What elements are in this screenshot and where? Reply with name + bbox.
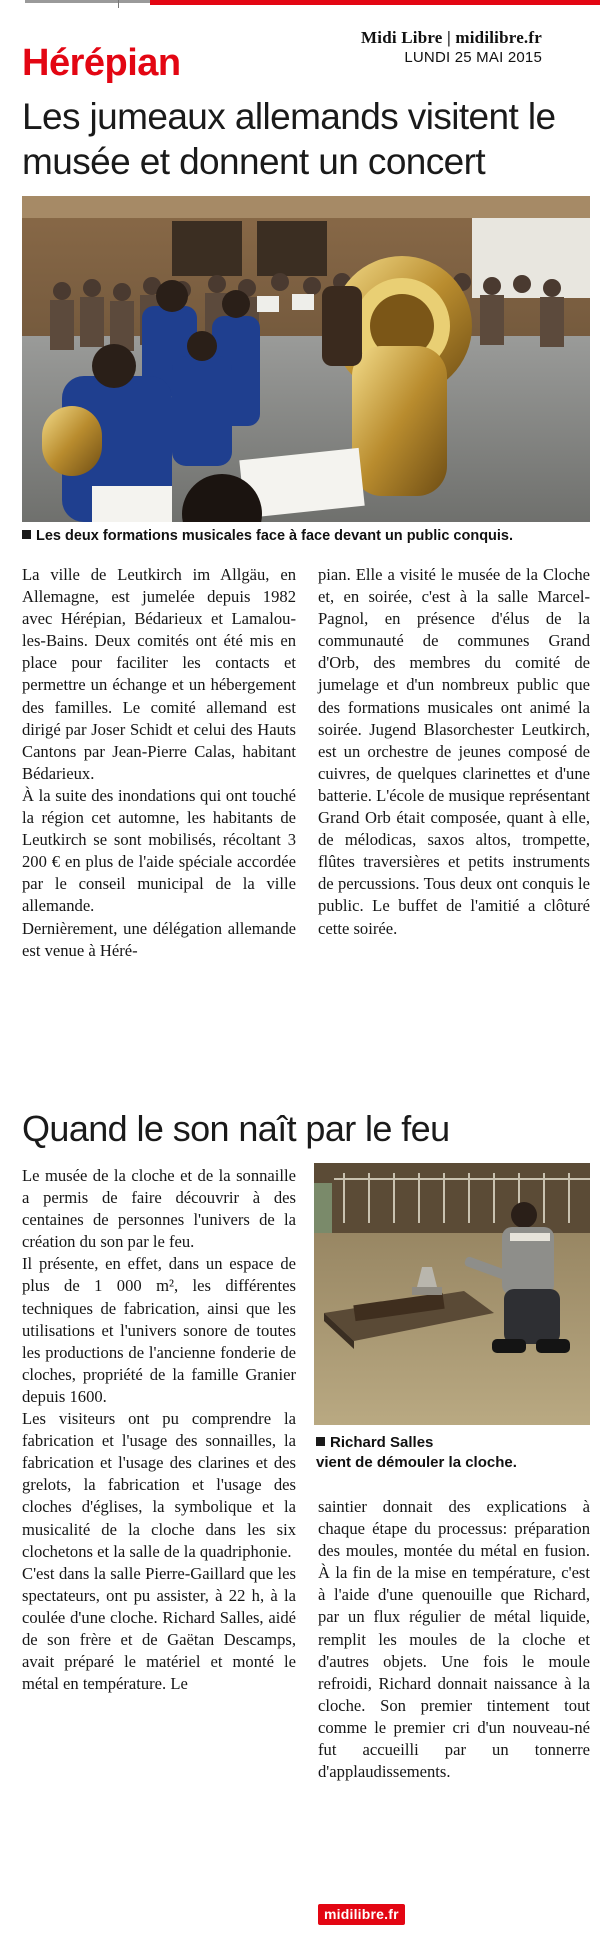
caption-square-icon: [316, 1437, 325, 1446]
bell-casting-illustration: [314, 1163, 590, 1425]
paragraph: Le musée de la cloche et de la sonnaille a permis de faire découvrir à des centaines de personnes l'univers de la création du son par le feu.: [22, 1166, 296, 1252]
article-town: Hérépian: [22, 42, 181, 84]
article-headline: Les jumeaux allemands visitent le musée et donnent un concert: [22, 96, 556, 182]
top-rule-tick: [118, 0, 119, 8]
masthead-brand: Midi Libre | midilibre.fr: [361, 28, 542, 47]
article1-column-1: [22, 564, 296, 962]
masthead-date: LUNDI 25 MAI 2015: [404, 49, 542, 66]
article2-headline: Quand le son naît par le feu: [22, 1108, 450, 1149]
caption-description: vient de démouler la cloche.: [316, 1454, 517, 1471]
paragraph: Les visiteurs ont pu comprendre la fabrication et l'usage des sonnailles, la fabrication et l'usage des clarines et des grelots, la fabrication et l'usage des cloches d'églises, la symbolique et la musicalité de la cloche dans les six clochetons et la salle de la quadriphonie.: [22, 1409, 296, 1561]
paragraph: Il présente, en effet, dans un espace de plus de 1 000 m², les différentes techniques de fabrication, ainsi que les utilisations et l'univers sonore de toutes les productions de l'ancienne fonderie de cloches, propriété de la famille Granier depuis 1600.: [22, 1254, 296, 1406]
top-rule-red: [150, 0, 600, 5]
top-rule-gray: [25, 0, 150, 3]
paragraph: C'est dans la salle Pierre-Gaillard que les spectateurs, ont pu assister, à 22 h, à la coulée d'une cloche. Richard Salles, aidé de son frère et de Gaëtan Descamps, avait préparé le matériel et monté le métal en température. Le: [22, 1563, 296, 1694]
article1-column-2: [318, 564, 590, 940]
concert-photo-illustration: [22, 196, 590, 522]
article2-column-2: [318, 1496, 590, 1783]
paragraph: saintier donnait des explications à chaque étape du processus: préparation des moules, montée du métal en fusion. À la fin de la mise en température, c'est à l'aide d'une quenouille que Richard, par un flux régulier de métal liquide, remplit les moules de la cloche et d'autres objets. Une fois le moule refroidi, Richard donnait naissance à la cloche. Son premier tintement tout comme le premier cri d'un nouveau-né fut accueilli par un tonnerre d'applaudissements.: [318, 1497, 590, 1782]
concert-photo: [22, 196, 590, 522]
paragraph: À la suite des inondations qui ont touché la région cet automne, les habitants de Leutkirch se sont mobilisés, récoltant 3 200 € en plus de l'aide spéciale accordée par le conseil municipal de la ville allemande.: [22, 785, 296, 916]
bell-photo-caption: [316, 1433, 588, 1473]
paragraph: Dernièrement, une délégation allemande est venue à Héré-: [22, 918, 296, 960]
bell-casting-photo: [314, 1163, 590, 1425]
caption-name: Richard Salles: [330, 1434, 434, 1451]
photo-caption-text: Les deux formations musicales face à face devant un public conquis.: [36, 528, 514, 544]
paragraph: La ville de Leutkirch im Allgäu, en Allemagne, est jumelée depuis 1982 avec Hérépian, Bédarieux et Lamalou-les-Bains. Deux comités ont été mis en place pour faciliter les contacts et permettre un échange et un hébergement des familles. Le comité allemand est dirigé par Joser Schidt et celui des Hauts Cantons par Jean-Pierre Calas, habitant Bédarieux.: [22, 565, 296, 783]
article2-column-1: [22, 1165, 296, 1695]
photo-caption: [22, 528, 592, 544]
masthead: [361, 28, 542, 66]
midilibre-logo: midilibre.fr: [318, 1904, 405, 1925]
paragraph: pian. Elle a visité le musée de la Cloche et, en soirée, c'est à la salle Marcel-Pagnol, en présence d'élus de la communauté de communes Grand d'Orb, des membres du comité de jumelage et d'un nombreux public que des formations musicales ont animé la soirée. Jugend Blasorchester Leutkirch, est un orchestre de jeunes composé de cuivres, de quelques clarinettes et d'une batterie. L'école de musique représentant Grand Orb était composée, quant à elle, de mélodicas, saxos altos, trompette, flûtes traversières et petits instruments de percussions. Tous deux ont conquis le public. Le buffet de l'amitié a clôturé cette soirée.: [318, 565, 590, 938]
caption-square-icon: [22, 530, 31, 539]
